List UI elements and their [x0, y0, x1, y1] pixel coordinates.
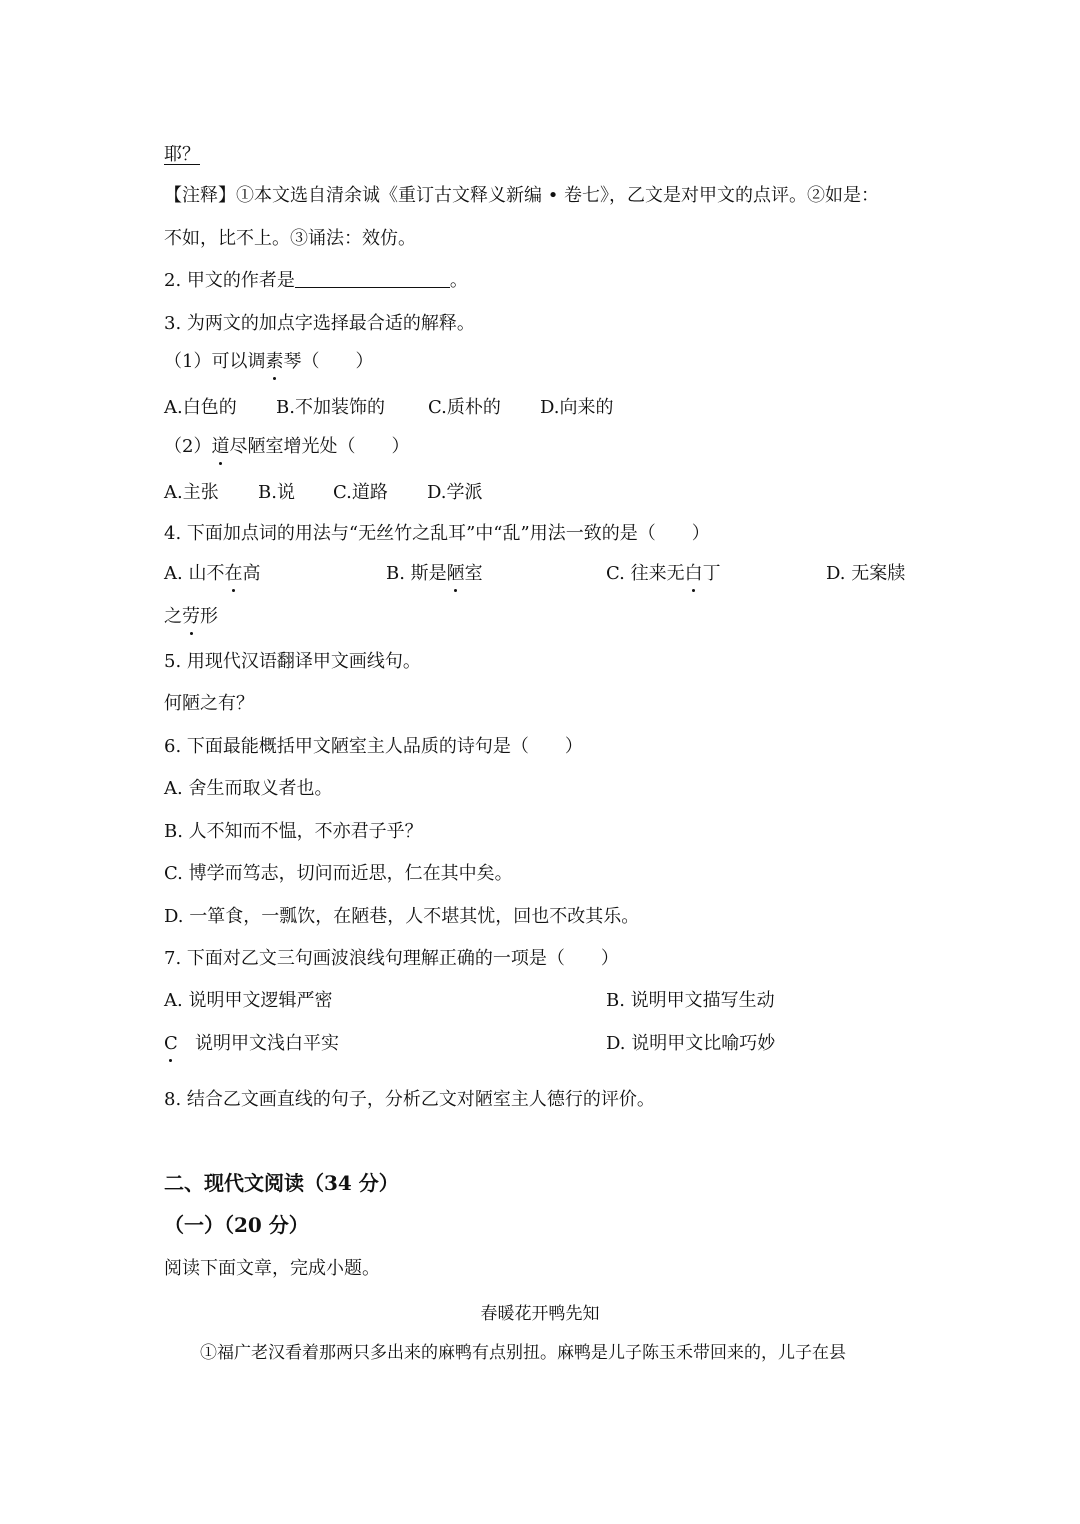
option-a[interactable]: A.白色的	[164, 397, 237, 418]
option-a[interactable]: A.主张	[164, 482, 219, 503]
dotted-character: 道	[211, 436, 230, 457]
article-title: 春暖花开鸭先知	[480, 1304, 600, 1324]
q3-2-prefix: （2）	[164, 436, 212, 457]
question-2	[164, 269, 468, 293]
option-a[interactable]: A. 舍生而取义者也。	[164, 778, 333, 799]
question-6: 6. 下面最能概括甲文陋室主人品质的诗句是（ ）	[164, 736, 583, 757]
question-2-text: 2. 甲文的作者是	[164, 270, 295, 291]
dotted-character: 在	[224, 563, 243, 584]
note-line-2: 不如，比不上。③诵法：效仿。	[164, 228, 416, 249]
option-d[interactable]: D. 无案牍	[826, 563, 906, 584]
question-4: 4. 下面加点词的用法与“无丝竹之乱耳”中“乱”用法一致的是（ ）	[164, 523, 710, 544]
option-c[interactable]	[606, 562, 721, 586]
reading-instruction: 阅读下面文章，完成小题。	[164, 1258, 380, 1279]
q3-2-suffix: 尽陋室增光处（ ）	[229, 436, 410, 457]
option-c[interactable]: C.质朴的	[428, 397, 501, 418]
option-c-pre: C. 往来无	[606, 563, 685, 584]
option-d[interactable]: D.向来的	[540, 397, 614, 418]
question-2-end: 。	[449, 270, 468, 291]
question-3-1	[164, 350, 373, 374]
question-5-sentence: 何陋之有？	[164, 693, 254, 714]
section-heading: 二、现代文阅读（34 分）	[164, 1171, 399, 1195]
option-a-post: 高	[242, 563, 261, 584]
cont-post: 形	[200, 606, 218, 627]
option-a[interactable]	[164, 562, 260, 586]
option-d[interactable]: D.学派	[427, 482, 483, 503]
q3-1-suffix: 琴（ ）	[283, 351, 374, 372]
continued-text	[164, 143, 200, 167]
question-8: 8. 结合乙文画直线的句子，分析乙文对陋室主人德行的评价。	[164, 1089, 655, 1110]
option-b[interactable]	[386, 562, 483, 586]
option-c-text: 说明甲文浅白平实	[194, 1033, 339, 1054]
q3-1-prefix: （1）可以调	[164, 351, 266, 372]
option-c[interactable]: C.道路	[333, 482, 388, 503]
option-c-post: 丁	[702, 563, 721, 584]
question-7: 7. 下面对乙文三句画波浪线句理解正确的一项是（ ）	[164, 948, 619, 969]
question-3: 3. 为两文的加点字选择最合适的解释。	[164, 313, 475, 334]
option-c[interactable]: C. 博学而笃志，切问而近思，仁在其中矣。	[164, 863, 513, 884]
option-b[interactable]: B. 说明甲文描写生动	[606, 990, 775, 1011]
dotted-character: 劳	[182, 606, 200, 627]
cont-pre: 之	[164, 606, 182, 627]
dotted-character: 素	[265, 351, 284, 372]
option-d[interactable]: D. 说明甲文比喻巧妙	[606, 1033, 776, 1054]
dotted-character: 白	[684, 563, 703, 584]
option-b-pre: B. 斯是	[386, 563, 447, 584]
note-line-1: 【注释】①本文选自清余诚《重订古文释义新编 • 卷七》，乙文是对甲文的点评。②如是：	[164, 185, 880, 206]
option-b[interactable]: B.说	[258, 482, 295, 503]
option-c[interactable]	[164, 1032, 339, 1056]
option-b-post: 室	[464, 563, 483, 584]
option-c-letter: C	[164, 1033, 178, 1054]
question-4-options	[164, 562, 924, 586]
article-paragraph-1: ①福广老汉看着那两只多出来的麻鸭有点别扭。麻鸭是儿子陈玉禾带回来的，儿子在县	[200, 1343, 846, 1363]
option-a[interactable]: A. 说明甲文逻辑严密	[164, 990, 333, 1011]
question-5: 5. 用现代汉语翻译甲文画线句。	[164, 651, 421, 672]
option-b[interactable]: B.不加装饰的	[276, 397, 385, 418]
question-4-option-d-continued	[164, 605, 218, 629]
subsection-heading: （一）（20 分）	[164, 1213, 309, 1237]
dotted-character: 陋	[446, 563, 465, 584]
option-d[interactable]: D. 一箪食，一瓢饮，在陋巷，人不堪其忧，回也不改其乐。	[164, 906, 640, 927]
question-7-options-row-1	[164, 989, 924, 1013]
option-a-pre: A. 山不	[164, 563, 225, 584]
question-7-options-row-2	[164, 1032, 924, 1056]
answer-blank[interactable]	[295, 269, 450, 288]
underlined-sentence-end: 耶？	[164, 144, 200, 165]
option-b[interactable]: B. 人不知而不愠，不亦君子乎？	[164, 821, 423, 842]
question-3-2	[164, 435, 409, 459]
